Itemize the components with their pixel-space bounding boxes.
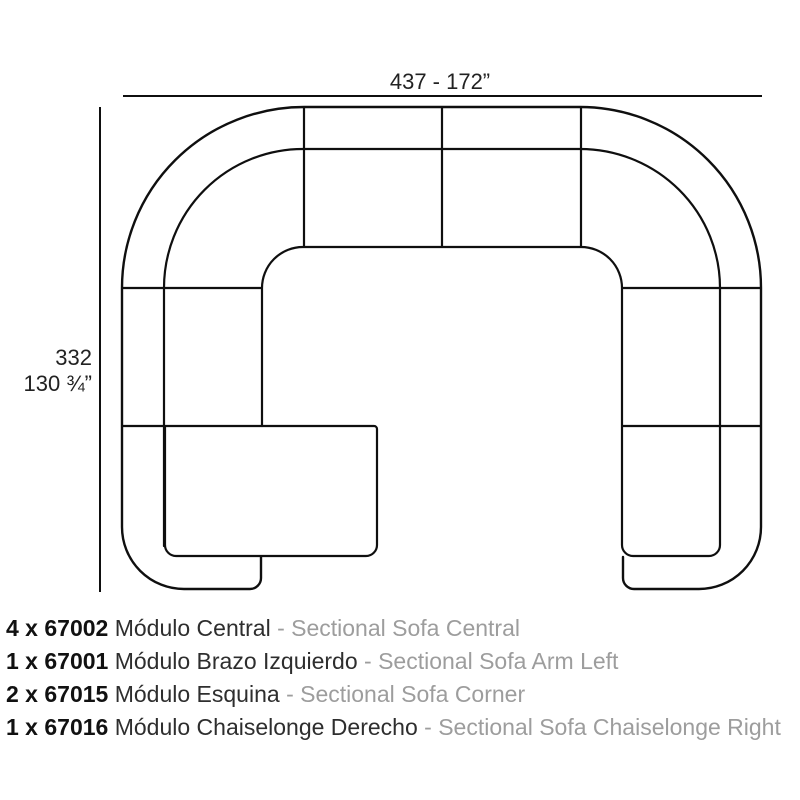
- height-dimension-label-cm: 332: [55, 345, 92, 370]
- part-list-item: [6, 612, 798, 645]
- part-name-spanish: Módulo Brazo Izquierdo: [114, 648, 358, 674]
- part-qty-code: 2 x 67015: [6, 681, 109, 707]
- part-name-english: - Sectional Sofa Arm Left: [364, 648, 619, 674]
- part-list-item: [6, 711, 798, 744]
- part-name-english: - Sectional Sofa Central: [277, 615, 520, 641]
- part-list-item: [6, 645, 798, 678]
- part-qty-code: 1 x 67001: [6, 648, 109, 674]
- parts-list: [6, 612, 798, 744]
- width-dimension-label: 437 - 172”: [389, 69, 491, 94]
- part-name-spanish: Módulo Esquina: [114, 681, 280, 707]
- part-list-item: [6, 678, 798, 711]
- part-qty-code: 1 x 67016: [6, 714, 109, 740]
- part-name-spanish: Módulo Chaiselonge Derecho: [114, 714, 418, 740]
- part-qty-code: 4 x 67002: [6, 615, 109, 641]
- chaiselonge-module-outline: [122, 426, 377, 556]
- height-dimension-label-inches: 130 ¾”: [23, 371, 92, 396]
- part-name-spanish: Módulo Central: [114, 615, 271, 641]
- part-name-english: - Sectional Sofa Chaiselonge Right: [424, 714, 781, 740]
- part-name-english: - Sectional Sofa Corner: [286, 681, 526, 707]
